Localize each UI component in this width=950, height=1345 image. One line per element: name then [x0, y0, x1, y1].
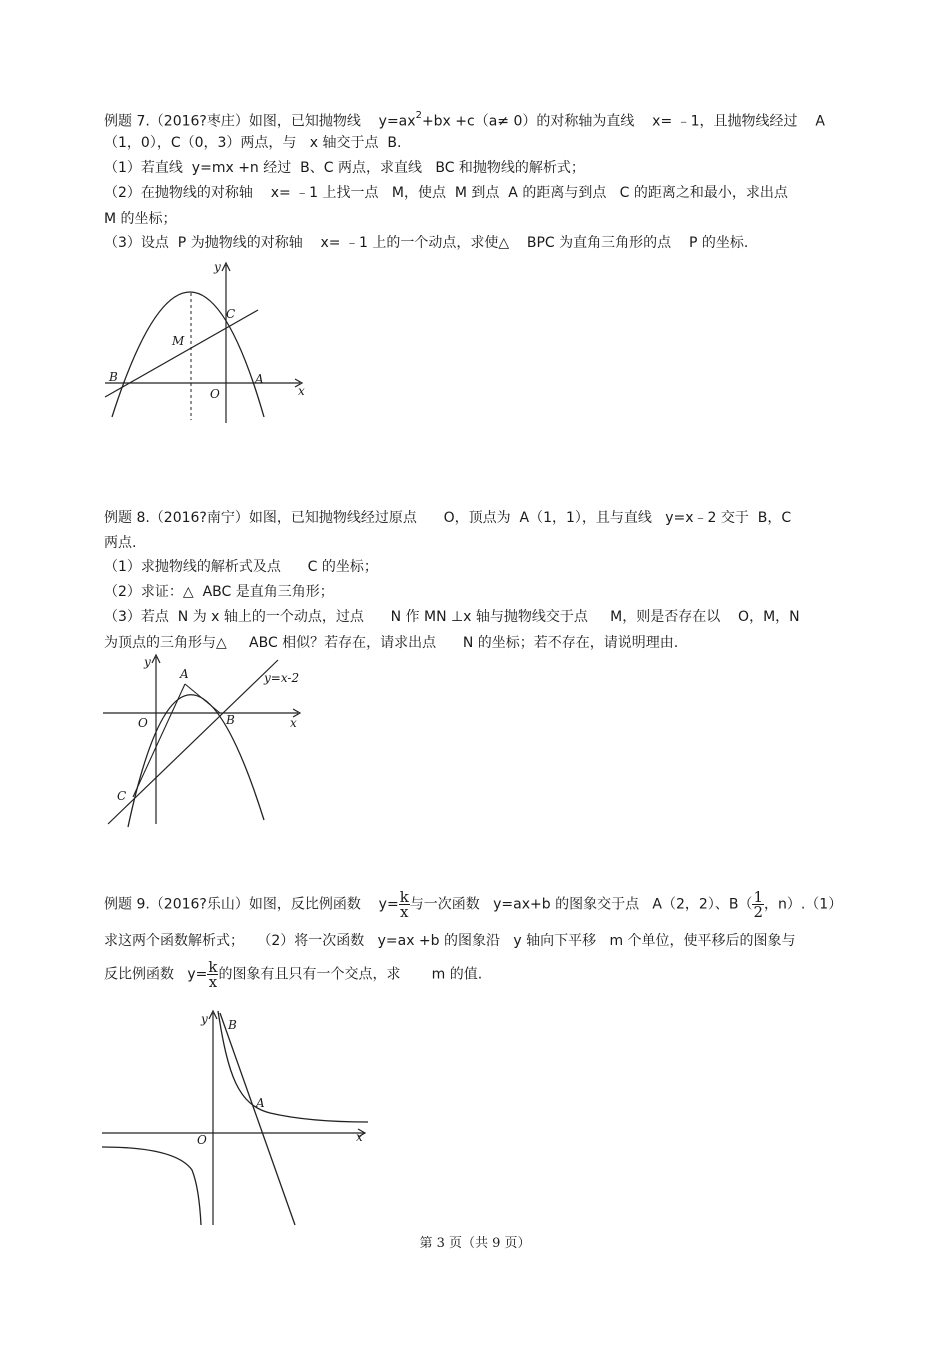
ex9-line1 [104, 890, 842, 919]
ex9-line2: 求这两个函数解析式； （2）将一次函数 y=ax +b 的图象沿 y 轴向下平移 m 个单位，使平移后的图象与 [104, 933, 796, 949]
ex9-line3-a: 反比例函数 y= [104, 966, 208, 983]
ex8-label-line: y=x-2 [264, 671, 300, 685]
ex9-frac-den: x [400, 903, 409, 921]
ex9-fraction-k-over-x [399, 890, 410, 919]
ex9-label-x: x [356, 1130, 363, 1144]
ex7-figure [100, 255, 320, 430]
ex9-hyperbola-branch-1 [218, 1011, 368, 1122]
ex7-label-o: O [210, 387, 220, 401]
ex7-label-a: A [255, 372, 264, 386]
ex8-line4: （2）求证：△ ABC 是直角三角形； [104, 584, 334, 600]
ex9-figure [100, 1005, 375, 1230]
ex8-label-x: x [290, 716, 297, 730]
ex8-label-c: C [117, 789, 127, 803]
ex9-line1-b: 与一次函数 y=ax+b 的图象交于点 A（2，2）、B（ [409, 896, 753, 913]
ex7-line4: （2）在抛物线的对称轴 x= ﹣1 上找一点 M，使点 M 到点 A 的距离与到点 C 的距离之和最小，求出点 [104, 185, 788, 201]
ex7-line3: （1）若直线 y=mx +n 经过 B、C 两点，求直线 BC 和抛物线的解析式； [104, 160, 585, 176]
ex8-line2: 两点. [104, 535, 137, 551]
ex7-label-y: y [214, 260, 221, 274]
ex7-label-x: x [298, 384, 305, 398]
ex7-exponent: 2 [415, 110, 422, 121]
ex7-line6: （3）设点 P 为抛物线的对称轴 x= ﹣1 上的一个动点，求使△ BPC 为直角三角形的点 P 的坐标. [104, 235, 749, 251]
ex9-frac3-num: k [208, 958, 218, 976]
ex8-side-ab [185, 684, 220, 713]
ex8-line3: （1）求抛物线的解析式及点 C 的坐标； [104, 559, 378, 575]
ex9-label-o: O [197, 1133, 207, 1147]
ex9-fraction-half [752, 890, 764, 919]
ex7-line1-a: 例题 7.（2016?枣庄）如图，已知抛物线 y=ax [104, 113, 416, 130]
ex8-line1: 例题 8.（2016?南宁）如图，已知抛物线经过原点 O，顶点为 A（1，1），且与直线 y=x﹣2 交于 B，C [104, 510, 792, 526]
ex8-label-y: y [144, 655, 151, 669]
ex9-line3-b: 的图象有且只有一个交点，求 m 的值. [218, 966, 483, 983]
ex8-line5: （3）若点 N 为 x 轴上的一个动点，过点 N 作 MN ⊥x 轴与抛物线交于点 M，则是否存在以 O，M，N [104, 609, 800, 625]
ex7-label-m: M [172, 334, 185, 348]
ex9-frac-num: k [399, 888, 409, 906]
ex9-frac2-num: 1 [753, 888, 763, 906]
ex9-line1-a: 例题 9.（2016?乐山）如图，反比例函数 y= [104, 896, 399, 913]
ex9-label-y: y [201, 1012, 208, 1026]
ex9-frac2-den: 2 [753, 903, 763, 921]
ex7-line1-b: +bx +c（a≠ 0）的对称轴为直线 x= ﹣1，且抛物线经过 A [421, 113, 825, 130]
ex8-line [108, 660, 278, 824]
ex7-line-bc [105, 310, 258, 397]
page-footer: 第 3 页（共 9 页） [419, 1236, 531, 1251]
ex9-hyperbola-branch-2 [102, 1147, 201, 1225]
ex8-figure [100, 652, 315, 832]
ex9-label-b: B [228, 1018, 237, 1032]
ex9-fraction-k-over-x-2 [207, 960, 218, 989]
ex7-parabola [112, 292, 264, 417]
ex9-line3 [104, 960, 482, 989]
ex7-label-c: C [226, 307, 236, 321]
ex8-side-ac [133, 684, 185, 797]
ex9-line [220, 1013, 295, 1225]
ex9-frac3-den: x [208, 973, 218, 991]
ex8-label-b: B [226, 713, 235, 727]
ex9-line1-c: ，n）.（1） [763, 896, 843, 913]
ex8-label-o: O [138, 716, 148, 730]
ex8-label-a: A [180, 667, 189, 681]
ex7-line1 [104, 109, 825, 131]
ex7-line2: （1，0），C（0，3）两点，与 x 轴交于点 B. [104, 135, 402, 151]
ex9-label-a: A [256, 1096, 265, 1110]
ex7-label-b: B [109, 370, 118, 384]
ex7-line5: M 的坐标； [104, 211, 177, 227]
ex8-line6: 为顶点的三角形与△ ABC 相似？若存在，请求出点 N 的坐标；若不存在，请说明理由. [104, 635, 679, 651]
ex8-parabola [128, 695, 264, 827]
